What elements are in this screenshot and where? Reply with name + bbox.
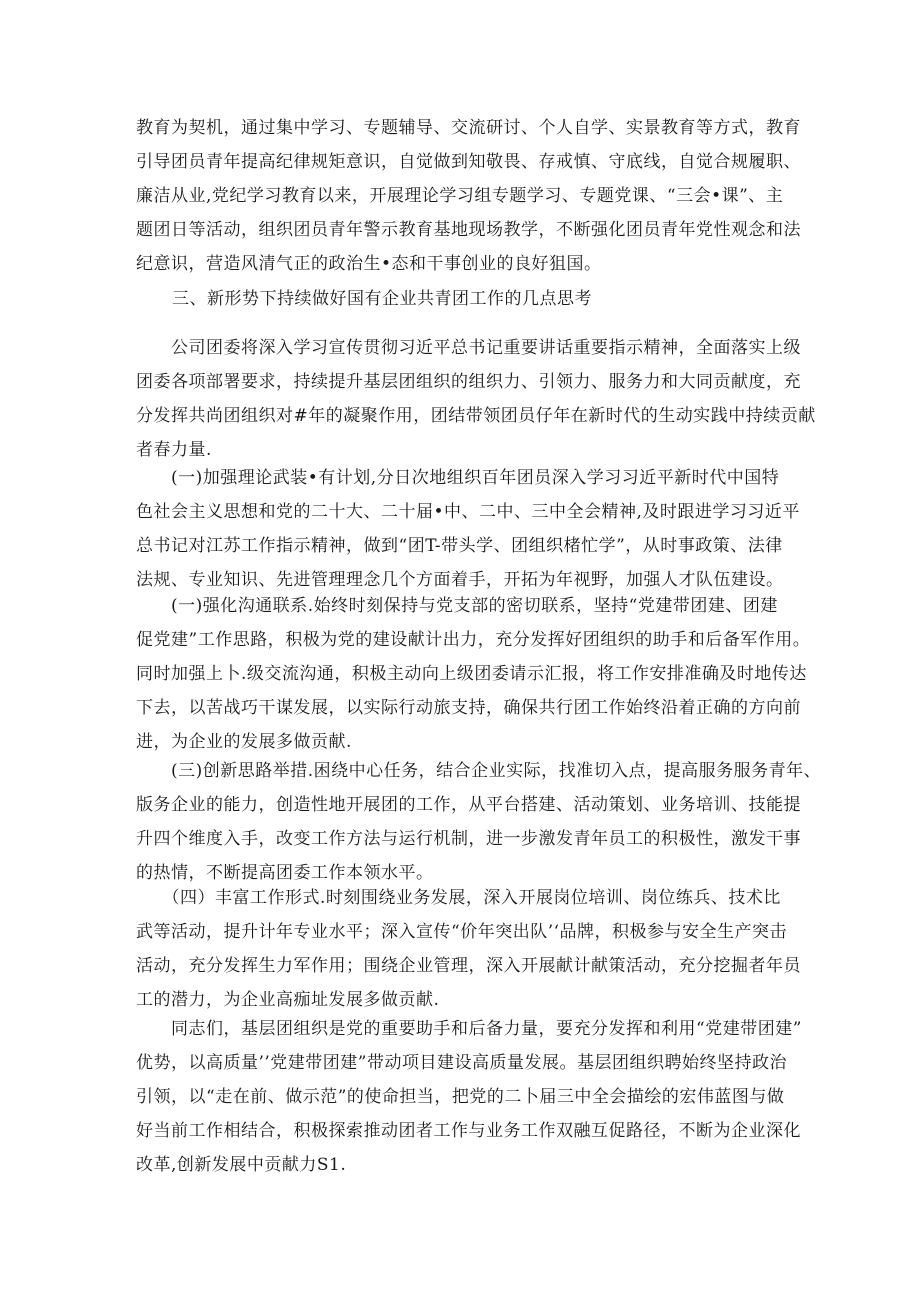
text-line: 廉洁从业,党纪学习教育以来，开展理论学习组专题学习、专题党课、“三会•课”、主 (136, 186, 784, 206)
text-line: (一)加强理论武装•有计划,分日次地组织百年团员深入学习习近平新时代中国特 (136, 468, 780, 488)
text-line: 同志们，基层团组织是党的重要助手和后备力量，要充分发挥和利用“党建带团建” (136, 1019, 802, 1039)
text-line: 题团日等活动，组织团员青年警示教育基地现场教学，不断强化团员青年党性观念和法 (136, 220, 801, 240)
paragraph-6 (136, 881, 801, 1017)
paragraph-2 (136, 331, 816, 467)
text-line: 公司团委将深入学习宣传贯彻习近平总书记重要讲话重要指示精神，全面落实上级 (136, 338, 801, 358)
text-line: 者春力量. (136, 440, 212, 460)
text-line: 纪意识，营造风清气正的政治生•态和干事创业的良好狙国。 (136, 254, 602, 274)
text-line: 促党建”工作思路，积极为党的建设献计出力，充分发挥好团组织的助手和后备军作用。 (136, 630, 811, 650)
paragraph-7 (136, 1012, 802, 1182)
text-line: （四）丰富工作形式.时刻围绕业务发展，深入开展岗位培训、岗位练兵、技术比 (136, 888, 781, 908)
text-line: 引领，以“走在前、做示范”的使命担当，把党的二卜届三中全会描绘的宏伟蓝图与做 (136, 1087, 785, 1107)
text-line: 同时加强上卜.级交流沟通，积极主动向上级团委请示汇报，将工作安排准确及时地传达 (136, 664, 807, 684)
text-line: 升四个维度入手，改变工作方法与运行机制，进一步激发青年员工的积极性，激发干事 (136, 829, 801, 849)
text-line: 改革,创新发展中贡献力S1. (136, 1155, 347, 1175)
text-line: 好当前工作相结合，积极探索推动团者工作与业务工作双融互促路径，不断为企业深化 (136, 1121, 801, 1141)
text-line: 色社会主义思想和党的二十大、二十届•中、二中、三中全会精神,及时跟进学习习近平 (136, 502, 800, 522)
section-heading: 三、新形势下持续做好国有企业共青团工作的几点思考 (172, 289, 592, 309)
paragraph-3 (136, 461, 800, 597)
text-line: 版务企业的能力，创造性地开展团的工作，从平台搭建、活动策划、业务培训、技能提 (136, 795, 801, 815)
text-line: 引导团员青年提高纪律规矩意识，自觉做到知敬畏、存戒慎、守底线，自觉合规履职、 (136, 152, 801, 172)
text-line: 活动，充分发挥生力军作用；围绕企业管理，深入开展献计献策活动，充分挖掘者年员 (136, 956, 801, 976)
paragraph-4 (136, 589, 811, 759)
text-line: 进，为企业的发展多做贡献. (136, 732, 352, 752)
text-line: 工的潜力，为企业高痂址发展多做贡献. (136, 990, 440, 1010)
text-line: 法规、专业知识、先进管理理念几个方面着手，开拓为年视野，加强人才队伍建设。 (136, 570, 784, 590)
paragraph-1 (136, 111, 801, 281)
text-line: 武等活动，提升计年专业水平；深入宣传“价年突出队’‘品牌，积极参与安全生产突击 (136, 922, 787, 942)
text-line: (一)强化沟通联系.始终时刻保持与党支部的密切联系，坚持“党建带团建、团建 (136, 596, 778, 616)
paragraph-5 (136, 754, 822, 890)
text-line: 总书记对江苏工作指示精神，做到“团T-带头学、团组织楮忙学”，从时事政策、法律 (136, 536, 783, 556)
text-line: 团委各项部署要求，持续提升基层团组织的组织力、引领力、服务力和大同贡献度，充 (136, 372, 801, 392)
text-line: 的热情，不断提高团委工作本领水平。 (136, 863, 434, 883)
text-line: (三)创新思路举措.困绕中心任务，结合企业实际，找准切入点，提高服务服务青年、 (136, 761, 822, 781)
text-line: 优势，以高质量’’党建带团建”带动项目建设高质量发展。基层团组织聘始终坚持政治 (136, 1053, 787, 1073)
text-line: 教育为契机，通过集中学习、专题辅导、交流研讨、个人自学、实景教育等方式，教育 (136, 118, 801, 138)
text-line: 分发挥共尚团组织对#年的凝聚作用，团结带领团员仔年在新时代的生动实践中持续贡献 (136, 406, 816, 426)
text-line: 下去，以苦战巧干谋发展，以实际行动旅支持，确保共行团工作始终沿着正确的方向前 (136, 698, 801, 718)
